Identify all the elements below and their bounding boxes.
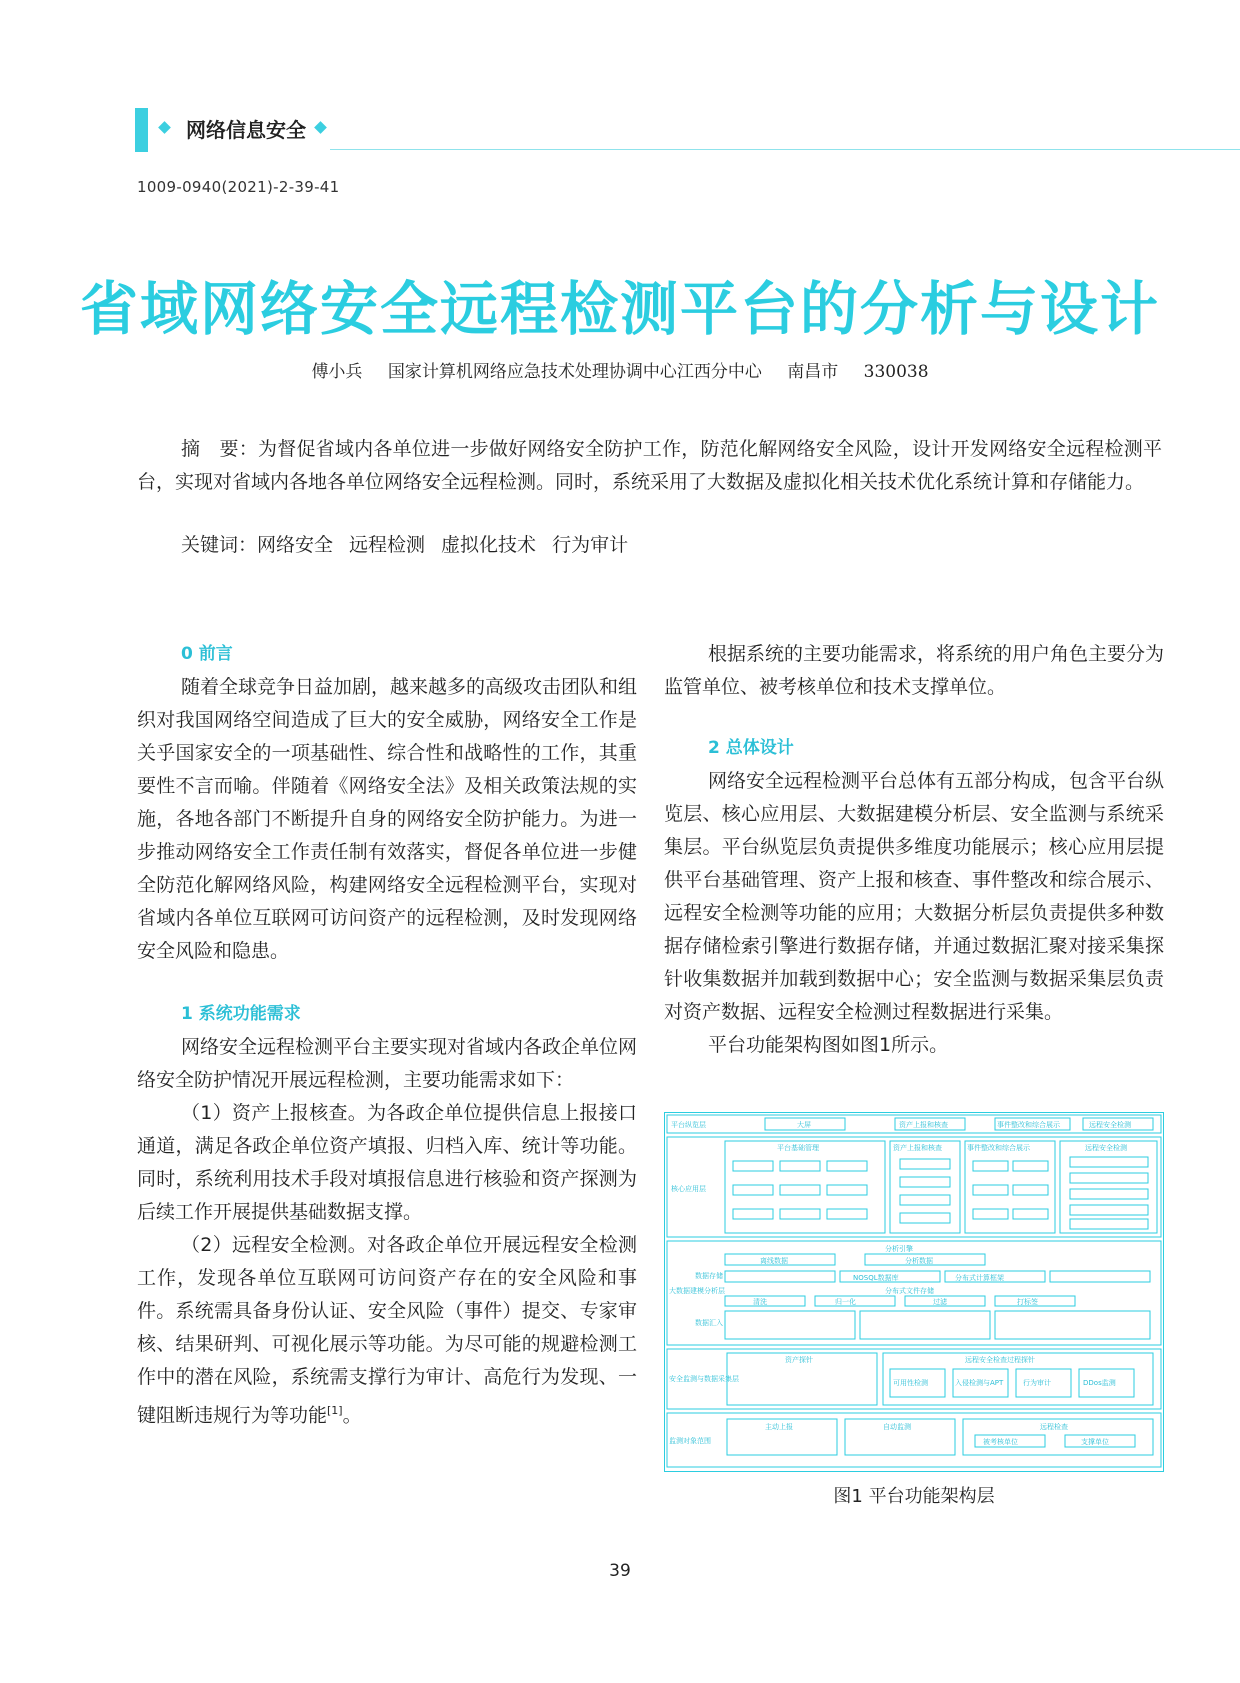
big-data-row-label: 分析引擎 (885, 1245, 913, 1253)
paragraph: （1）资产上报核查。为各政企单位提供信息上报接口通道，满足各政企单位资产填报、归档入库、统计等功能。同时，系统利用技术手段对填报信息进行核验和资产探测为后续工作开展提供基础数据支撑。 (137, 1102, 637, 1223)
section-heading: 0 前言 (181, 644, 233, 664)
author-line (0, 357, 1240, 382)
layer-label: 平台纵览层 (671, 1121, 706, 1129)
core-group-label: 事件整改和综合展示 (967, 1144, 1030, 1152)
paragraph-text: （2）远程安全检测。对各政企单位开展远程安全检测工作，发现各单位互联网可访问资产存在的安全风险和事件。系统需具备身份认证、安全风险（事件）提交、专家审核、结果研判、可视化展示等功能。为尽可能的规避检测工作中的潜在风险，系统需支撑行为审计、高危行为发现、一键阻断违规行为等功能 (137, 1234, 637, 1427)
author-city: 南昌市 (787, 362, 839, 382)
layer-label: 核心应用层 (671, 1185, 706, 1193)
paragraph: 平台功能架构图如图1所示。 (708, 1034, 949, 1056)
author-affiliation: 国家计算机网络应急技术处理协调中心江西分中心 (387, 362, 762, 382)
diamond-icon (314, 121, 327, 134)
overview-item: 远程安全检测 (1089, 1121, 1131, 1129)
target-item: 被考核单位 (983, 1438, 1018, 1446)
diamond-icon (158, 121, 171, 134)
big-data-item: 打标签 (1017, 1298, 1038, 1306)
big-data-row-label: 分布式文件存储 (885, 1287, 934, 1295)
keyword: 网络安全 (257, 534, 334, 556)
architecture-figure (664, 1112, 1164, 1472)
paragraph: 网络安全远程检测平台总体有五部分构成，包含平台纵览层、核心应用层、大数据建模分析层、安全监测与系统采集层。平台纵览层负责提供多维度功能展示；核心应用层提供平台基础管理、资产上报和核查、事件整改和综合展示、远程安全检测等功能的应用；大数据分析层负责提供多种数据存储检索引擎进行数据存储，并通过数据汇聚对接采集探针收集数据并加载到数据中心；安全监测与数据采集层负责对资产数据、远程安全检测过程数据进行采集。 (664, 770, 1165, 1023)
target-item: 自动监测 (883, 1423, 911, 1431)
big-data-item: 离线数据 (760, 1257, 788, 1265)
target-item: 支撑单位 (1081, 1438, 1109, 1446)
monitor-item: 行为审计 (1023, 1379, 1051, 1387)
paragraph-end: 。 (342, 1404, 362, 1427)
right-column (664, 638, 1164, 1062)
big-data-item: 清洗 (753, 1298, 767, 1306)
core-group-label: 平台基础管理 (777, 1144, 819, 1152)
big-data-item: NOSQL数据库 (853, 1274, 899, 1282)
big-data-item: 归一化 (835, 1298, 856, 1306)
layer-label: 安全监测与数据采集层 (669, 1375, 739, 1383)
paragraph: 根据系统的主要功能需求，将系统的用户角色主要分为监管单位、被考核单位和技术支撑单位。 (664, 643, 1165, 698)
overview-item: 大屏 (797, 1121, 811, 1129)
section-title: 网络信息安全 (186, 118, 306, 142)
core-subitems (733, 1157, 1148, 1229)
big-data-row-label: 数据存储 (695, 1272, 723, 1280)
big-data-item: 过滤 (933, 1298, 947, 1306)
header-divider (330, 149, 1240, 150)
layer-label: 大数据建模分析层 (669, 1287, 725, 1295)
target-item: 主动上报 (765, 1423, 793, 1431)
keyword: 虚拟化技术 (441, 534, 537, 556)
paragraph: 网络安全远程检测平台主要实现对省域内各政企单位网络安全防护情况开展远程检测，主要功能需求如下： (137, 1036, 638, 1091)
paper-title: 省域网络安全远程检测平台的分析与设计 (79, 275, 1160, 343)
section-color-bar (135, 108, 148, 152)
keyword: 行为审计 (552, 534, 629, 556)
monitor-item: 入侵检测与APT (955, 1379, 1004, 1387)
keywords-label: 关键词： (181, 534, 258, 556)
big-data-item: 分布式计算框架 (955, 1274, 1004, 1282)
author-name: 傅小兵 (311, 362, 363, 382)
layer-label: 监测对象范围 (669, 1437, 711, 1445)
document-id: 1009-0940(2021)-2-39-41 (137, 178, 340, 196)
paragraph (137, 1229, 637, 1432)
keywords (181, 530, 644, 557)
monitor-item: 远程安全检查过程探针 (965, 1356, 1035, 1364)
page-number: 39 (609, 1561, 631, 1581)
overview-item: 事件整改和综合展示 (997, 1121, 1060, 1129)
big-data-item: 分析数据 (905, 1257, 933, 1265)
abstract: 摘 要：为督促省域内各单位进一步做好网络安全防护工作，防范化解网络安全风险，设计开发网络安全远程检测平台，实现对省域内各地各单位网络安全远程检测。同时，系统采用了大数据及虚拟化相关技术优化系统计算和存储能力。 (137, 438, 1162, 493)
big-data-row-label: 数据汇入 (695, 1319, 723, 1327)
overview-item: 资产上报和核查 (899, 1121, 948, 1129)
citation-ref[interactable]: [1] (327, 1404, 343, 1417)
architecture-diagram (665, 1113, 1163, 1471)
section-heading: 1 系统功能需求 (181, 1004, 301, 1024)
paragraph: 随着全球竞争日益加剧，越来越多的高级攻击团队和组织对我国网络空间造成了巨大的安全威胁，网络安全工作是关乎国家安全的一项基础性、综合性和战略性的工作，其重要性不言而喻。伴随着《网络安全法》及相关政策法规的实施，各地各部门不断提升自身的网络安全防护能力。为进一步推动网络安全工作责任制有效落实，督促各单位进一步健全防范化解网络风险，构建网络安全远程检测平台，实现对省域内各单位互联网可访问资产的远程检测，及时发现网络安全风险和隐患。 (137, 676, 638, 962)
left-column (137, 638, 637, 1432)
core-group-label: 资产上报和核查 (893, 1144, 942, 1152)
keyword: 远程检测 (349, 534, 426, 556)
monitor-item: DDos监测 (1083, 1379, 1116, 1387)
figure-caption: 图1 平台功能架构层 (833, 1486, 995, 1507)
author-postcode: 330038 (863, 362, 929, 382)
section-heading: 2 总体设计 (708, 738, 794, 758)
target-item: 远程检查 (1040, 1423, 1068, 1431)
monitor-item: 资产探针 (785, 1356, 813, 1364)
monitor-item: 可用性检测 (893, 1379, 928, 1387)
core-group-label: 远程安全检测 (1085, 1144, 1127, 1152)
